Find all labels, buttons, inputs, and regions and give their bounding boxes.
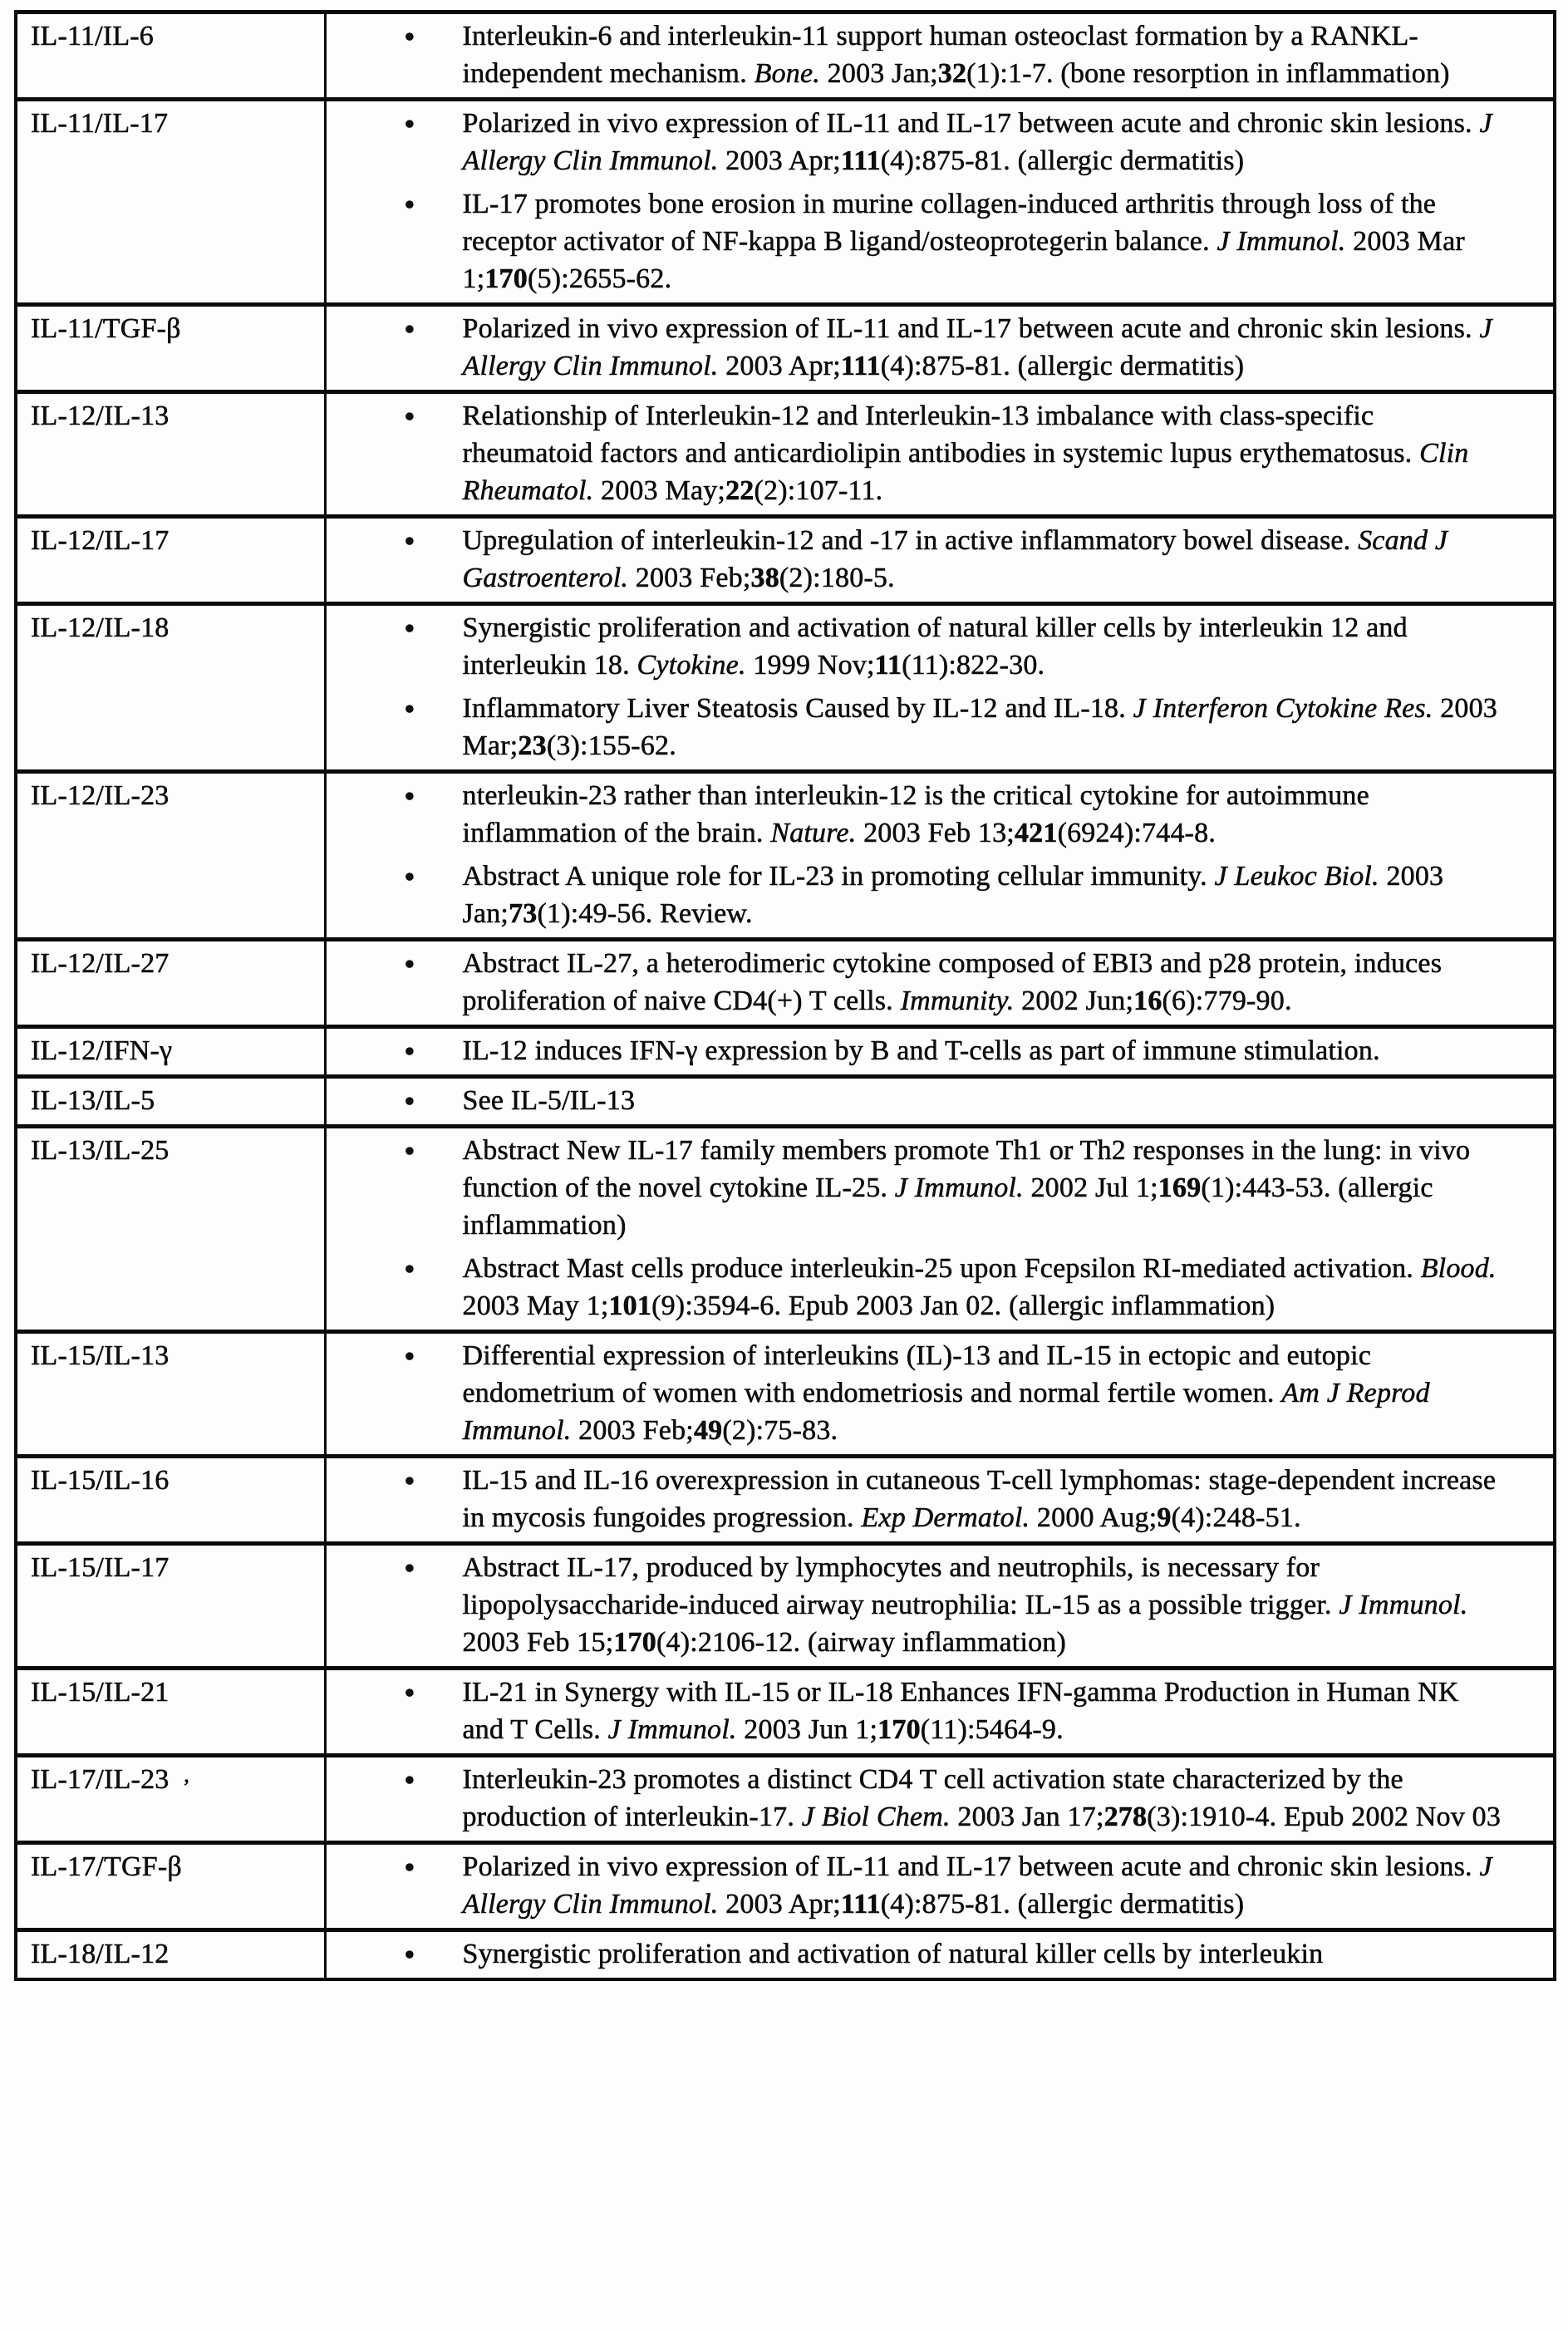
citation-text: Abstract IL-17, produced by lymphocytes and neutrophils, is necessary for lipopolysaccharide-induced airway neutrophilia: IL-15 as a possible trigger. J Immunol. 2003 Feb 15;170(4):2106-12. (airway inflammation) — [462, 1552, 1468, 1658]
table-row — [16, 1756, 1555, 1843]
cytokine-pair-label: IL-12/IL-18 — [16, 604, 325, 772]
citation-item — [395, 522, 1506, 597]
cytokine-pair-label: IL-11/IL-6 — [16, 12, 325, 100]
citation-cell — [325, 1127, 1555, 1332]
citation-item — [395, 397, 1506, 509]
citation-item — [395, 185, 1506, 297]
table-row — [16, 1930, 1555, 1980]
citation-text: nterleukin-23 rather than interleukin-12 is the critical cytokine for autoimmune inflammation of the brain. Nature. 2003 Feb 13;421(6924):744-8. — [462, 780, 1369, 848]
table-row — [16, 940, 1555, 1027]
bullet-icon: ● — [404, 113, 415, 133]
bullet-icon: ● — [404, 1856, 415, 1876]
bullet-icon: ● — [404, 953, 415, 973]
citation-text: Inflammatory Liver Steatosis Caused by IL-12 and IL-18. J Interferon Cytokine Res. 2003 Mar;23(3):155-62. — [462, 693, 1497, 761]
citation-item — [395, 105, 1506, 179]
bullet-icon: ● — [404, 26, 415, 46]
cytokine-pair-label: IL-18/IL-12 — [16, 1930, 325, 1980]
cytokine-pair-label: IL-13/IL-5 — [16, 1077, 325, 1127]
citation-cell — [325, 100, 1555, 305]
bullet-icon: ● — [404, 318, 415, 338]
citation-cell — [325, 1669, 1555, 1756]
bullet-icon: ● — [404, 1345, 415, 1365]
citation-text: See IL-5/IL-13 — [462, 1085, 636, 1116]
citation-cell — [325, 604, 1555, 772]
cytokine-pair-label: IL-12/IL-23 — [16, 772, 325, 940]
bullet-icon: ● — [404, 1040, 415, 1060]
citation-item — [395, 690, 1506, 764]
bullet-icon: ● — [404, 1140, 415, 1160]
cytokine-pair-label: IL-12/IL-17 — [16, 517, 325, 604]
citation-item — [395, 310, 1506, 385]
bullet-icon: ● — [404, 785, 415, 805]
citation-text: Interleukin-6 and interleukin-11 support human osteoclast formation by a RANKL-independent mechanism. Bone. 2003 Jan;32(1):1-7. (bone resorption in inflammation) — [462, 21, 1450, 89]
citation-item — [395, 777, 1506, 852]
table-row — [16, 1669, 1555, 1756]
table-row — [16, 1127, 1555, 1332]
table-row — [16, 1544, 1555, 1669]
table-row — [16, 1843, 1555, 1930]
citation-text: Differential expression of interleukins (IL)-13 and IL-15 in ectopic and eutopic endometrium of women with endometriosis and normal fertile women. Am J Reprod Immunol. 2003 Feb;49(2):75-83. — [462, 1340, 1430, 1446]
table-row — [16, 12, 1555, 100]
table-row — [16, 1077, 1555, 1127]
table-row — [16, 772, 1555, 940]
cytokine-pair-label: IL-15/IL-17 — [16, 1544, 325, 1669]
citation-cell — [325, 1843, 1555, 1930]
table-row — [16, 517, 1555, 604]
bullet-icon: ● — [404, 1090, 415, 1110]
citation-cell — [325, 1457, 1555, 1544]
cytokine-pair-label: IL-11/IL-17 — [16, 100, 325, 305]
cytokine-pair-label: IL-12/IFN-γ — [16, 1027, 325, 1077]
cytokine-pair-label: IL-11/TGF-β — [16, 305, 325, 392]
bullet-icon: ● — [404, 1944, 415, 1964]
citation-cell — [325, 772, 1555, 940]
bullet-icon: ● — [404, 530, 415, 550]
table-row — [16, 1457, 1555, 1544]
bullet-icon: ● — [404, 194, 415, 214]
table-row — [16, 1027, 1555, 1077]
citation-cell — [325, 1077, 1555, 1127]
citation-text: Relationship of Interleukin-12 and Interleukin-13 imbalance with class-specific rheumatoid factors and anticardiolipin antibodies in systemic lupus erythematosus. Clin Rheumatol. 2003 May;22(2):107-11. — [462, 401, 1469, 506]
citation-text: IL-21 in Synergy with IL-15 or IL-18 Enhances IFN-gamma Production in Human NK and T Cells. J Immunol. 2003 Jun 1;170(11):5464-9. — [462, 1677, 1459, 1745]
citation-item — [395, 1462, 1506, 1536]
citation-item — [395, 609, 1506, 684]
table-row — [16, 305, 1555, 392]
citation-cell — [325, 392, 1555, 517]
bullet-icon: ● — [404, 1258, 415, 1278]
cytokine-pair-label: IL-12/IL-13 — [16, 392, 325, 517]
citation-cell — [325, 517, 1555, 604]
citation-text: Synergistic proliferation and activation of natural killer cells by interleukin 12 and interleukin 18. Cytokine. 1999 Nov;11(11):822-30. — [462, 612, 1408, 681]
citation-text: Upregulation of interleukin-12 and -17 in active inflammatory bowel disease. Scand J Gastroenterol. 2003 Feb;38(2):180-5. — [462, 525, 1448, 593]
citation-item — [395, 858, 1506, 932]
citation-item — [395, 1935, 1506, 1973]
citation-item — [395, 1132, 1506, 1244]
citation-item — [395, 1674, 1506, 1748]
citation-item — [395, 1761, 1506, 1836]
bullet-icon: ● — [404, 617, 415, 637]
cytokine-pair-label: IL-17/TGF-β — [16, 1843, 325, 1930]
citation-text: IL-12 induces IFN-γ expression by B and T-cells as part of immune stimulation. — [462, 1035, 1380, 1066]
bullet-icon: ● — [404, 698, 415, 718]
cytokine-pair-label: IL-15/IL-16 — [16, 1457, 325, 1544]
bullet-icon: ● — [404, 406, 415, 425]
citation-table-body — [16, 12, 1555, 1980]
scan-speck-artifact: ʼ — [183, 1775, 190, 1799]
citation-text: Abstract A unique role for IL-23 in promoting cellular immunity. J Leukoc Biol. 2003 Jan;73(1):49-56. Review. — [462, 861, 1444, 929]
citation-text: Interleukin-23 promotes a distinct CD4 T cell activation state characterized by the production of interleukin-17. J Biol Chem. 2003 Jan 17;278(3):1910-4. Epub 2002 Nov 03 — [462, 1764, 1502, 1832]
table-row — [16, 392, 1555, 517]
table-row — [16, 1332, 1555, 1457]
cytokine-pair-label: IL-15/IL-13 — [16, 1332, 325, 1457]
citation-text: IL-15 and IL-16 overexpression in cutaneous T-cell lymphomas: stage-dependent increase in mycosis fungoides progression. Exp Dermatol. 2000 Aug;9(4):248-51. — [462, 1465, 1497, 1533]
citation-text: Synergistic proliferation and activation of natural killer cells by interleukin — [462, 1939, 1324, 1969]
citation-table — [14, 10, 1556, 1981]
table-row — [16, 604, 1555, 772]
bullet-icon: ● — [404, 1682, 415, 1702]
citation-text: Abstract IL-27, a heterodimeric cytokine composed of EBI3 and p28 protein, induces proliferation of naive CD4(+) T cells. Immunity. 2002 Jun;16(6):779-90. — [462, 948, 1443, 1016]
citation-cell — [325, 12, 1555, 100]
citation-cell — [325, 305, 1555, 392]
bullet-icon: ● — [404, 1557, 415, 1577]
citation-item — [395, 1032, 1506, 1069]
citation-text: Abstract Mast cells produce interleukin-25 upon Fcepsilon RI-mediated activation. Blood. 2003 May 1;101(9):3594-6. Epub 2003 Jan 02. (allergic inflammation) — [462, 1253, 1497, 1321]
cytokine-pair-label: IL-17/IL-23 — [16, 1756, 325, 1843]
citation-item — [395, 1848, 1506, 1923]
bullet-icon: ● — [404, 1470, 415, 1490]
citation-cell — [325, 1332, 1555, 1457]
citation-item — [395, 1549, 1506, 1661]
citation-text: Polarized in vivo expression of IL-11 and IL-17 between acute and chronic skin lesions. J Allergy Clin Immunol. 2003 Apr;111(4):875-81. (allergic dermatitis) — [462, 313, 1492, 381]
bullet-icon: ● — [404, 866, 415, 886]
citation-cell — [325, 1930, 1555, 1980]
table-row — [16, 100, 1555, 305]
citation-text: Polarized in vivo expression of IL-11 and IL-17 between acute and chronic skin lesions. J Allergy Clin Immunol. 2003 Apr;111(4):875-81. (allergic dermatitis) — [462, 1851, 1492, 1920]
citation-cell — [325, 1756, 1555, 1843]
citation-text: Abstract New IL-17 family members promote Th1 or Th2 responses in the lung: in vivo function of the novel cytokine IL-25. J Immunol. 2002 Jul 1;169(1):443-53. (allergic inflammation) — [462, 1135, 1471, 1241]
cytokine-pair-label: IL-15/IL-21 — [16, 1669, 325, 1756]
citation-item — [395, 945, 1506, 1020]
citation-item — [395, 1082, 1506, 1119]
citation-text: IL-17 promotes bone erosion in murine collagen-induced arthritis through loss of the receptor activator of NF-kappa B ligand/osteoprotegerin balance. J Immunol. 2003 Mar 1;170(5):2655-62. — [462, 189, 1465, 294]
citation-item — [395, 1250, 1506, 1325]
citation-item — [395, 1337, 1506, 1449]
citation-cell — [325, 940, 1555, 1027]
citation-item — [395, 17, 1506, 92]
cytokine-pair-label: IL-12/IL-27 — [16, 940, 325, 1027]
citation-cell — [325, 1027, 1555, 1077]
cytokine-pair-label: IL-13/IL-25 — [16, 1127, 325, 1332]
citation-cell — [325, 1544, 1555, 1669]
bullet-icon: ● — [404, 1769, 415, 1789]
citation-text: Polarized in vivo expression of IL-11 and IL-17 between acute and chronic skin lesions. J Allergy Clin Immunol. 2003 Apr;111(4):875-81. (allergic dermatitis) — [462, 108, 1492, 176]
